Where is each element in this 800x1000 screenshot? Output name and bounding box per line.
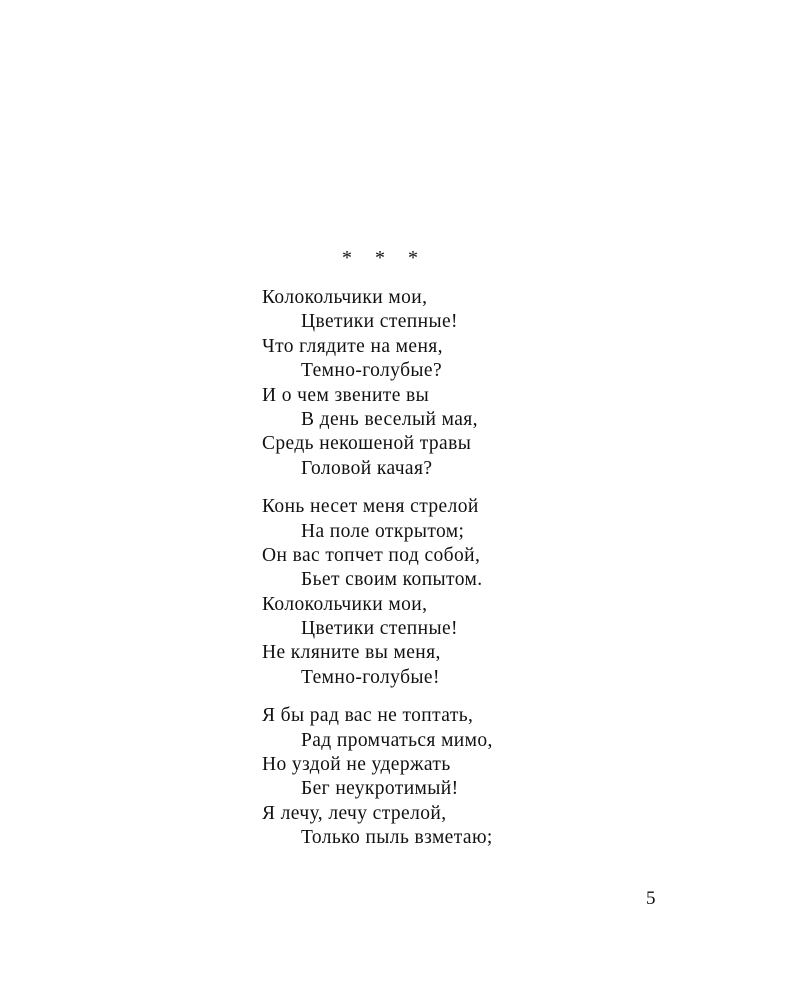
poem-line: Бег неукротимый!: [301, 778, 459, 800]
poem-line: Колокольчики мои,: [262, 287, 428, 308]
poem: [262, 286, 722, 851]
poem-line: Только пыль взметаю;: [301, 827, 493, 849]
poem-line: Не кляните вы меня,: [262, 642, 441, 664]
poem-line: На поле открытом;: [301, 520, 465, 542]
page-number: 5: [646, 888, 656, 909]
poem-line: Но уздой не удержать: [262, 754, 451, 776]
stanza-1: [262, 286, 722, 481]
poem-line: В день веселый мая,: [301, 408, 478, 430]
poem-line: Конь несет меня стрелой: [262, 496, 479, 518]
poem-line: Я бы рад вас не топтать,: [262, 705, 474, 727]
poem-line: Головой качая?: [301, 457, 433, 479]
poem-line: Темно-голубые?: [301, 360, 443, 382]
poem-line: Рад промчаться мимо,: [301, 729, 493, 751]
stanza-2: [262, 495, 722, 690]
stanza-3: [262, 704, 722, 850]
poem-line: Я лечу, лечу стрелой,: [262, 802, 447, 824]
poem-line: Темно-голубые!: [301, 666, 440, 688]
poem-line: Цветики степные!: [301, 311, 458, 333]
poem-line: Цветики степные!: [301, 618, 458, 640]
poem-line: И о чем звените вы: [262, 384, 430, 406]
poem-line: Что глядите на меня,: [262, 335, 443, 357]
section-separator: * * *: [342, 247, 427, 269]
poem-line: Бьет своим копытом.: [301, 569, 483, 591]
poem-line: Средь некошеной травы: [262, 433, 472, 455]
poem-line: Он вас топчет под собой,: [262, 544, 481, 566]
poem-line: Колокольчики мои,: [262, 593, 428, 615]
